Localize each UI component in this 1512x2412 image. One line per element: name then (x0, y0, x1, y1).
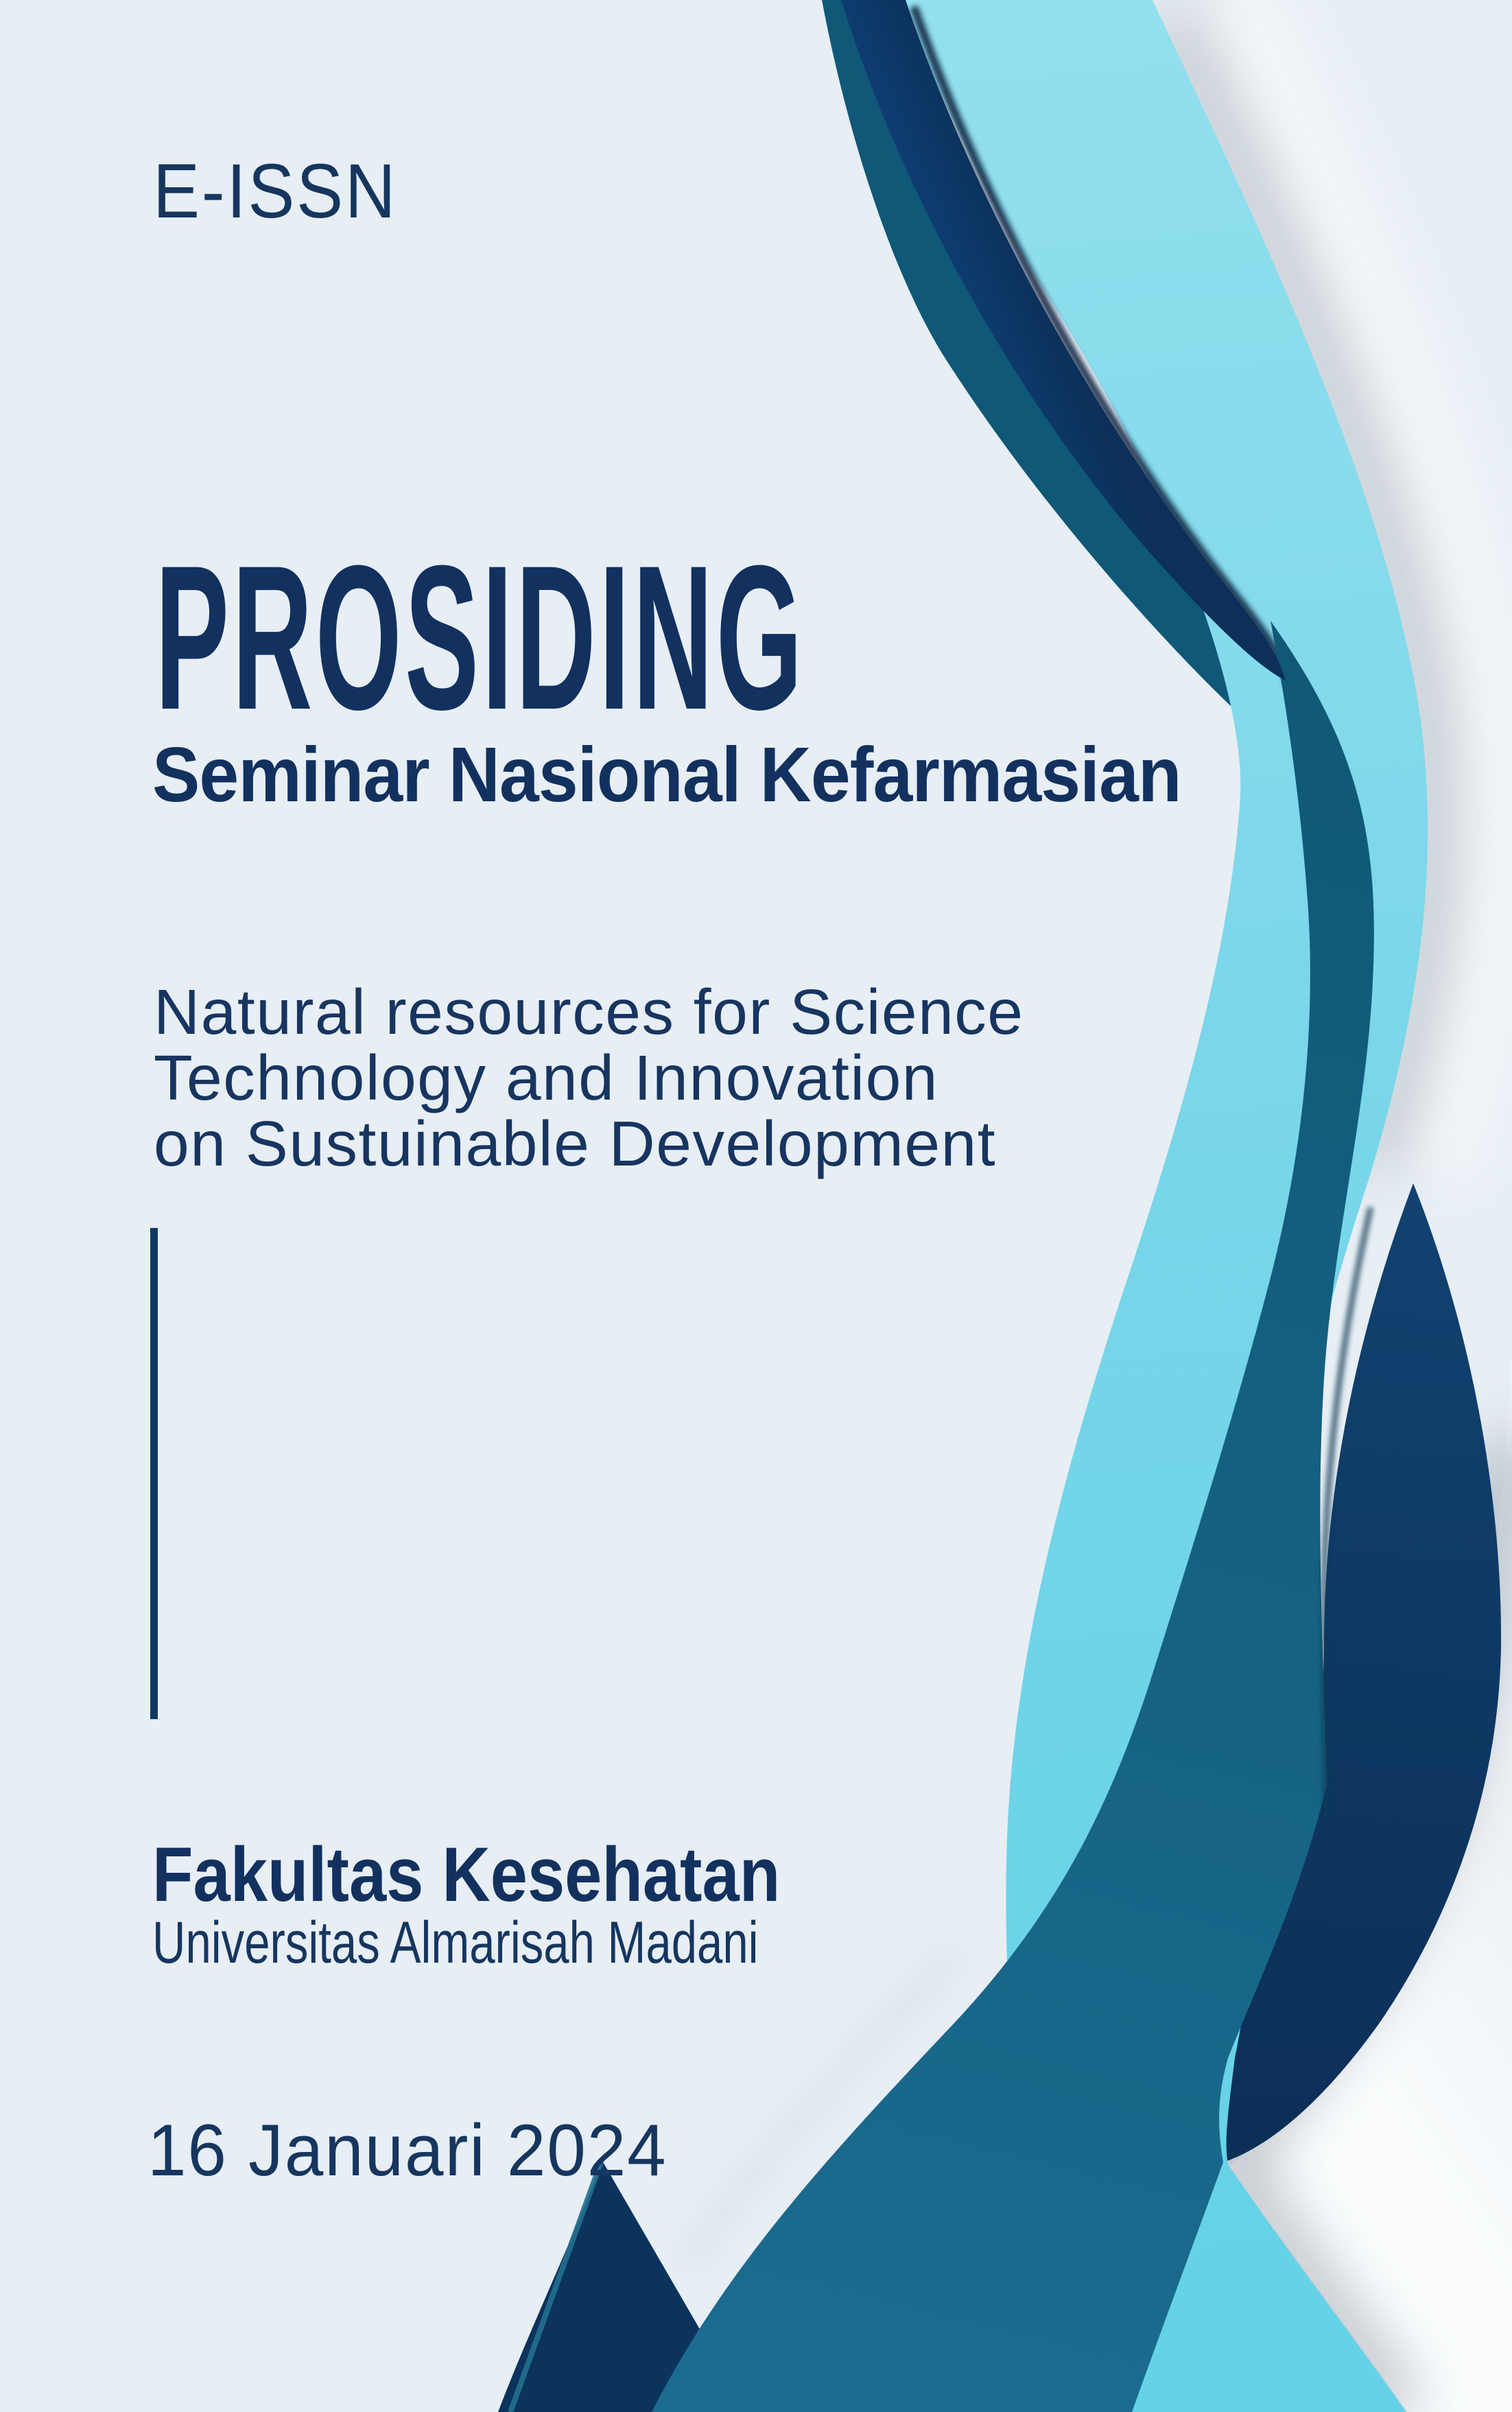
page-subtitle: Seminar Nasional Kefarmasian (152, 731, 1181, 818)
theme-line-2: Technology and Innovation (154, 1042, 939, 1113)
university-name: Universitas Almarisah Madani (152, 1910, 759, 1976)
theme-line-3: on Sustuinable Development (154, 1108, 997, 1179)
page-title: PROSIDING (155, 522, 805, 753)
vertical-divider (150, 1228, 158, 1719)
event-date: 16 Januari 2024 (147, 2109, 668, 2191)
theme-text (154, 976, 1024, 1179)
faculty-name: Fakultas Kesehatan (152, 1832, 781, 1917)
eissn-label: E-ISSN (153, 148, 398, 234)
theme-line-1: Natural resources for Science (154, 976, 1024, 1048)
